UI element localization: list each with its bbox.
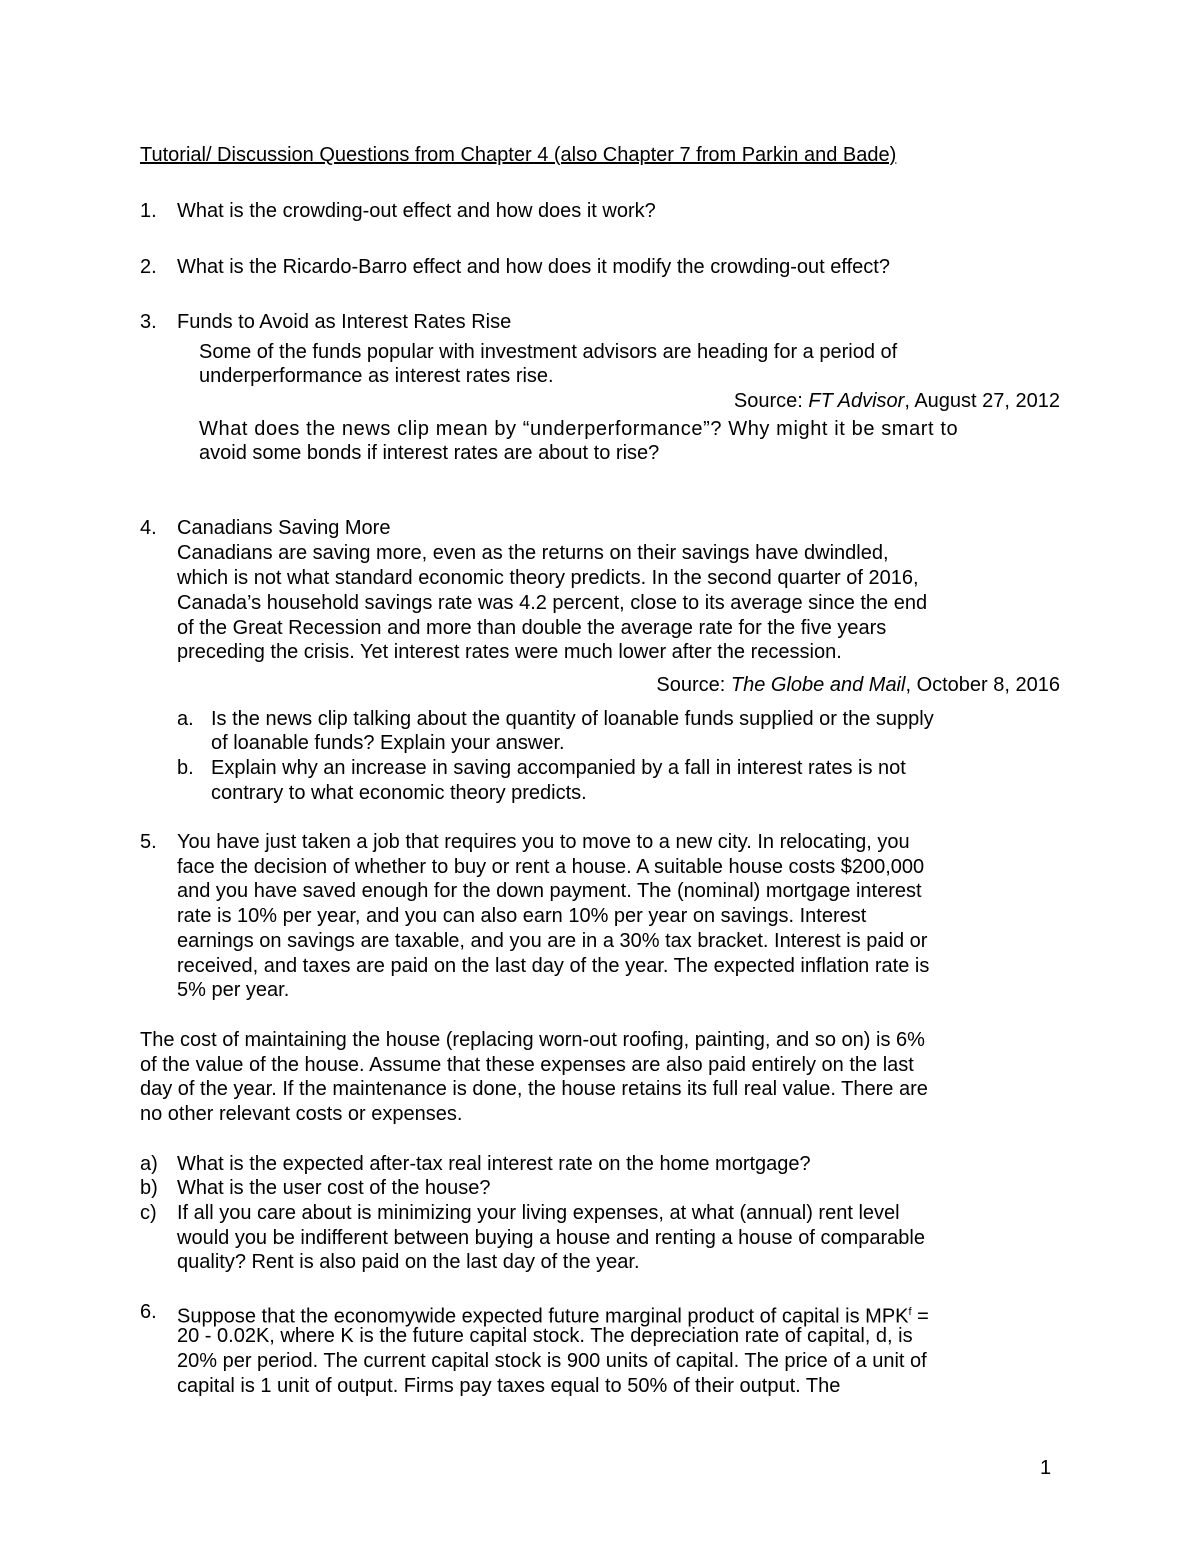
q4-part-a-line-2: of loanable funds? Explain your answer. (211, 732, 565, 754)
q3-number: 3. (140, 311, 157, 333)
q5-part-a-text: What is the expected after-tax real interest rate on the home mortgage? (177, 1153, 811, 1175)
q3-source-publication: FT Advisor (808, 390, 905, 412)
q4-source-publication: The Globe and Mail (730, 674, 906, 696)
q4-part-a-line-1: Is the news clip talking about the quantity of loanable funds supplied or the supply (211, 708, 934, 730)
q3-question-line-2: avoid some bonds if interest rates are about to rise? (199, 442, 660, 464)
q4-part-a-label: a. (177, 708, 194, 730)
q5-line-5: earnings on savings are taxable, and you are in a 30% tax bracket. Interest is paid or (177, 930, 928, 952)
q2-text: What is the Ricardo-Barro effect and how does it modify the crowding-out effect? (177, 256, 890, 278)
q6-line-1-end: = (911, 1305, 929, 1328)
q4-clip-line-5: preceding the crisis. Yet interest rates were much lower after the recession. (177, 641, 842, 663)
q5-line-6: received, and taxes are paid on the last day of the year. The expected inflation rate is (177, 955, 930, 977)
q5-paragraph-line-4: no other relevant costs or expenses. (140, 1103, 463, 1125)
q3-source-date: , August 27, 2012 (904, 390, 1060, 412)
q4-source-prefix: Source: (656, 674, 731, 696)
q4-part-b-line-2: contrary to what economic theory predicts. (211, 782, 587, 804)
q5-part-c-line-3: quality? Rent is also paid on the last day of the year. (177, 1251, 640, 1273)
q3-clip-line-2: underperformance as interest rates rise. (199, 365, 554, 387)
q5-part-b-text: What is the user cost of the house? (177, 1177, 491, 1199)
q5-part-c-label: c) (140, 1202, 157, 1224)
q5-number: 5. (140, 831, 157, 853)
q6-number: 6. (140, 1301, 157, 1323)
q4-heading: Canadians Saving More (177, 517, 391, 539)
q6-line-1-text: Suppose that the economywide expected future marginal product of capital is MPK (177, 1305, 909, 1328)
q5-part-a-label: a) (140, 1153, 158, 1175)
page-number: 1 (1040, 1457, 1052, 1479)
q3-heading: Funds to Avoid as Interest Rates Rise (177, 311, 512, 333)
q1-text: What is the crowding-out effect and how does it work? (177, 200, 656, 222)
q6-line-4: capital is 1 unit of output. Firms pay taxes equal to 50% of their output. The (177, 1375, 841, 1397)
q5-part-c-line-1: If all you care about is minimizing your living expenses, at what (annual) rent level (177, 1202, 900, 1224)
q5-line-4: rate is 10% per year, and you can also earn 10% per year on savings. Interest (177, 905, 867, 927)
q5-line-1: You have just taken a job that requires you to move to a new city. In relocating, you (177, 831, 910, 853)
q4-number: 4. (140, 517, 157, 539)
q4-clip-line-3: Canada’s household savings rate was 4.2 percent, close to its average since the end (177, 592, 928, 614)
q4-source-date: , October 8, 2016 (905, 674, 1060, 696)
q1-number: 1. (140, 200, 157, 222)
q4-clip-line-4: of the Great Recession and more than double the average rate for the five years (177, 617, 887, 639)
q5-part-b-label: b) (140, 1177, 158, 1199)
q4-part-b-line-1: Explain why an increase in saving accompanied by a fall in interest rates is not (211, 757, 906, 779)
q3-question-line-1: What does the news clip mean by “underperformance”? Why might it be smart to (199, 418, 959, 440)
q4-clip-line-1: Canadians are saving more, even as the returns on their savings have dwindled, (177, 542, 889, 564)
q6-superscript: f (908, 1306, 912, 1318)
q5-part-c-line-2: would you be indifferent between buying a house and renting a house of comparable (177, 1227, 925, 1249)
page-title: Tutorial/ Discussion Questions from Chapter 4 (also Chapter 7 from Parkin and Bade) (140, 144, 897, 166)
q5-paragraph-line-3: day of the year. If the maintenance is done, the house retains its full real value. There are (140, 1078, 928, 1100)
q5-paragraph-line-1: The cost of maintaining the house (replacing worn-out roofing, painting, and so on) is 6% (140, 1029, 925, 1051)
q5-paragraph-line-2: of the value of the house. Assume that these expenses are also paid entirely on the last (140, 1054, 914, 1076)
q6-line-2: 20 - 0.02K, where K is the future capital stock. The depreciation rate of capital, d, is (177, 1325, 913, 1347)
q4-source (656, 673, 1060, 698)
q5-line-2: face the decision of whether to buy or rent a house. A suitable house costs $200,000 (177, 856, 925, 878)
q3-source-prefix: Source: (733, 390, 809, 412)
q4-clip-line-2: which is not what standard economic theory predicts. In the second quarter of 2016, (177, 567, 919, 589)
q5-line-3: and you have saved enough for the down payment. The (nominal) mortgage interest (177, 880, 922, 902)
q4-part-b-label: b. (177, 757, 194, 779)
q3-clip-line-1: Some of the funds popular with investment advisors are heading for a period of (199, 341, 898, 363)
q3-source (734, 389, 1060, 414)
q5-line-7: 5% per year. (177, 979, 290, 1001)
q6-line-3: 20% per period. The current capital stock is 900 units of capital. The price of a unit of (177, 1350, 927, 1372)
q2-number: 2. (140, 256, 157, 278)
